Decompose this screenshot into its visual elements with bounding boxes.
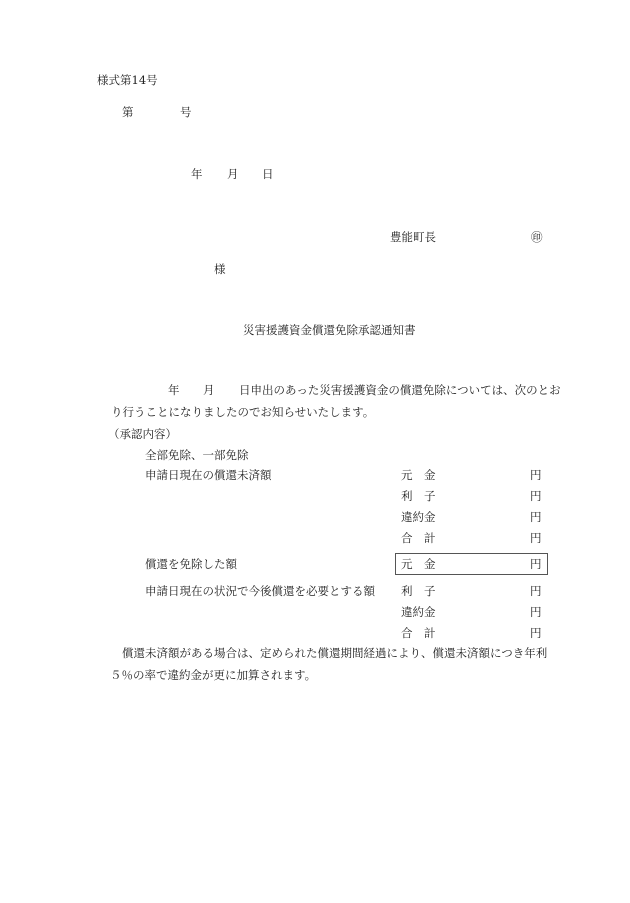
yen-6: 円 [530, 584, 542, 598]
doc-number-prefix: 第 [122, 105, 134, 119]
seal-mark: ㊞ [531, 230, 543, 244]
item-interest-2: 利 子 [401, 584, 436, 598]
item-interest-1: 利 子 [401, 489, 436, 503]
yen-1: 円 [530, 468, 542, 482]
note-line1: 償還未済額がある場合は、定められた償還期間経過により、償還未済額につき年利 [122, 646, 548, 660]
item-principal-2: 元 金 [401, 557, 436, 571]
issuer-title: 豊能町長 [390, 230, 436, 244]
form-number: 様式第14号 [97, 73, 158, 87]
date-month: 月 [227, 167, 239, 181]
item-penalty-2: 違約金 [401, 605, 436, 619]
yen-3: 円 [530, 510, 542, 524]
addressee-honorific: 様 [214, 262, 226, 276]
item-principal-1: 元 金 [401, 468, 436, 482]
yen-4: 円 [530, 531, 542, 545]
date-year: 年 [191, 167, 203, 181]
note-line2: ５％の率で違約金が更に加算されます。 [110, 668, 317, 682]
yen-2: 円 [530, 489, 542, 503]
yen-5: 円 [530, 557, 542, 571]
body-month: 月 [203, 383, 215, 397]
section-exempted-label: 償還を免除した額 [145, 557, 237, 571]
body-year: 年 [168, 383, 180, 397]
section-outstanding-label: 申請日現在の償還未済額 [145, 468, 272, 482]
item-penalty-1: 違約金 [401, 510, 436, 524]
approval-heading: （承認内容） [108, 427, 177, 441]
doc-number-suffix: 号 [180, 105, 192, 119]
body-line2: り行うことになりましたのでお知らせいたします。 [111, 405, 375, 419]
item-total-2: 合 計 [401, 626, 436, 640]
item-total-1: 合 計 [401, 531, 436, 545]
document-title: 災害援護資金償還免除承認通知書 [243, 323, 416, 337]
approval-type: 全部免除、一部免除 [145, 448, 249, 462]
date-day: 日 [262, 167, 274, 181]
yen-8: 円 [530, 626, 542, 640]
yen-7: 円 [530, 605, 542, 619]
section-remaining-label: 申請日現在の状況で今後償還を必要とする額 [145, 584, 375, 598]
body-line1: 日申出のあった災害援護資金の償還免除については、次のとお [239, 383, 561, 397]
